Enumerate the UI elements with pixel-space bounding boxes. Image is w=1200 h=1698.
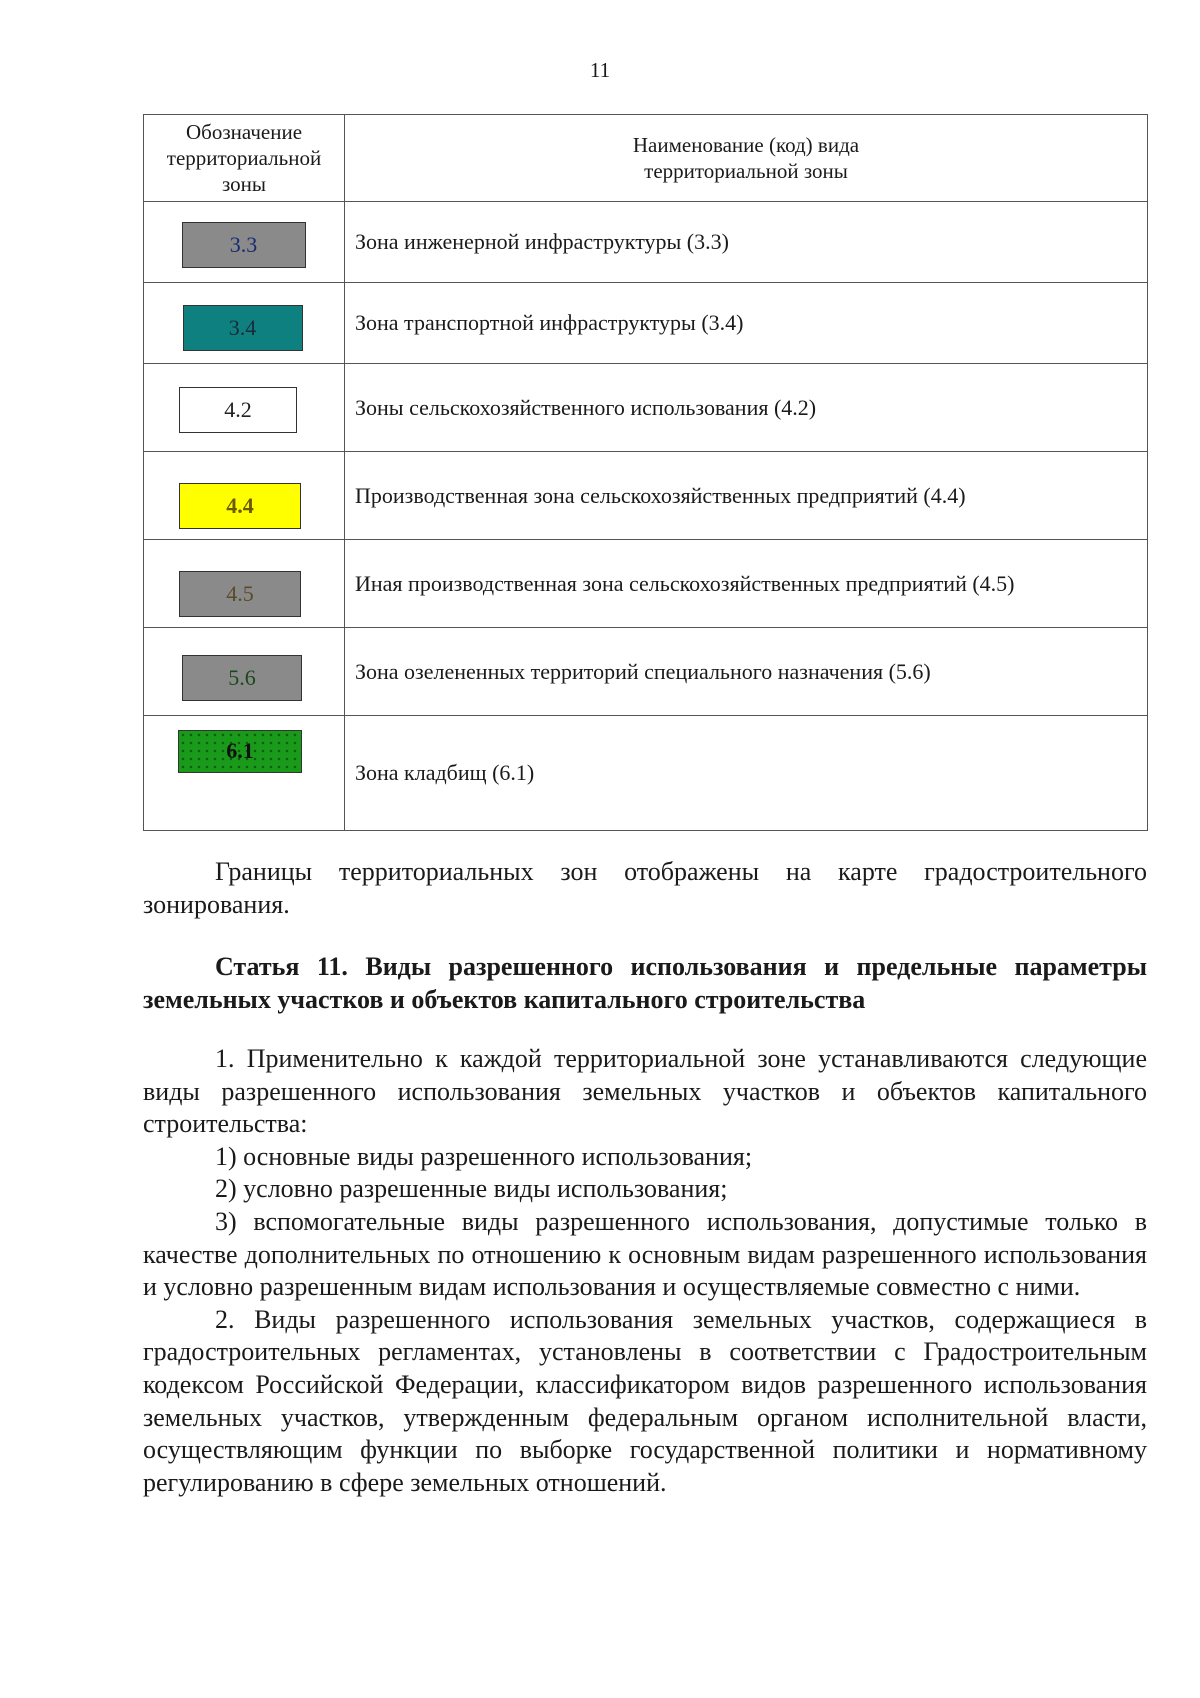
table-row (144, 452, 1148, 540)
zone-swatch-5-6: 5.6 (182, 655, 302, 701)
zone-symbol-cell (144, 540, 345, 628)
zone-name-cell: Зоны сельскохозяйственного использования (4.2) (345, 364, 1148, 452)
header-symbol (144, 115, 345, 202)
zone-symbol-cell (144, 202, 345, 283)
zone-swatch-4-5: 4.5 (179, 571, 301, 617)
table-row (144, 540, 1148, 628)
header-name (345, 115, 1148, 202)
zone-symbol-cell (144, 283, 345, 364)
zone-name-cell: Зона озелененных территорий специального назначения (5.6) (345, 628, 1148, 716)
zone-name-cell: Зона кладбищ (6.1) (345, 716, 1148, 831)
zone-symbol-cell (144, 628, 345, 716)
header-name-text: Наименование (код) вида территориальной зоны (632, 133, 860, 183)
zone-swatch-3-4: 3.4 (183, 305, 303, 351)
paragraph-boundaries: Границы территориальных зон отображены на карте градостроительного зонирования. (143, 857, 1147, 919)
zone-name-cell: Производственная зона сельскохозяйственных предприятий (4.4) (345, 452, 1148, 540)
zone-swatch-4-2: 4.2 (179, 387, 297, 433)
table-row (144, 202, 1148, 283)
zone-name-cell: Зона транспортной инфраструктуры (3.4) (345, 283, 1148, 364)
zone-name-cell: Иная производственная зона сельскохозяйственных предприятий (4.5) (345, 540, 1148, 628)
table-header-row (144, 115, 1148, 202)
zones-table (143, 114, 1148, 831)
article-body (143, 1043, 1147, 1499)
body-text (143, 856, 1147, 921)
article-heading: Статья 11. Виды разрешенного использования и предельные параметры земельных участков и объектов капитального строительства (143, 952, 1147, 1014)
table-row (144, 283, 1148, 364)
zone-name-cell: Зона инженерной инфраструктуры (3.3) (345, 202, 1148, 283)
table-row (144, 716, 1148, 831)
item-1-3: 3) вспомогательные виды разрешенного использования, допустимые только в качестве дополнительных по отношению к основным видам разрешенного использования и условно разрешенным видам использования и осуществляемые совместно с ними. (143, 1206, 1147, 1302)
item-1-1: 1) основные виды разрешенного использования; (215, 1141, 753, 1171)
zone-symbol-cell (144, 452, 345, 540)
item-1: 1. Применительно к каждой территориальной зоне устанавливаются следующие виды разрешенного использования земельных участков и объектов капитального строительства: (143, 1044, 1147, 1139)
zone-swatch-6-1: 6.1 (178, 730, 302, 773)
item-2: 2. Виды разрешенного использования земельных участков, содержащиеся в градостроительных регламентах, установлены в соответствии с Градостроительным кодексом Российской Федерации, классификатором видов разрешенного использования земельных участков, утвержденным федеральным органом исполнительной власти, осуществляющим функции по выборке государственной политики и нормативному регулированию в сфере земельных отношений. (143, 1304, 1147, 1497)
zone-symbol-cell (144, 364, 345, 452)
zone-swatch-4-4: 4.4 (179, 483, 301, 529)
page-number: 11 (589, 58, 611, 82)
item-1-2: 2) условно разрешенные виды использования; (215, 1174, 728, 1204)
zone-symbol-cell (144, 716, 345, 831)
zone-swatch-3-3: 3.3 (182, 222, 306, 268)
article-section (143, 951, 1147, 1016)
header-symbol-text: Обозначение территориальной зоны (166, 120, 322, 196)
table-row (144, 628, 1148, 716)
table-row (144, 364, 1148, 452)
